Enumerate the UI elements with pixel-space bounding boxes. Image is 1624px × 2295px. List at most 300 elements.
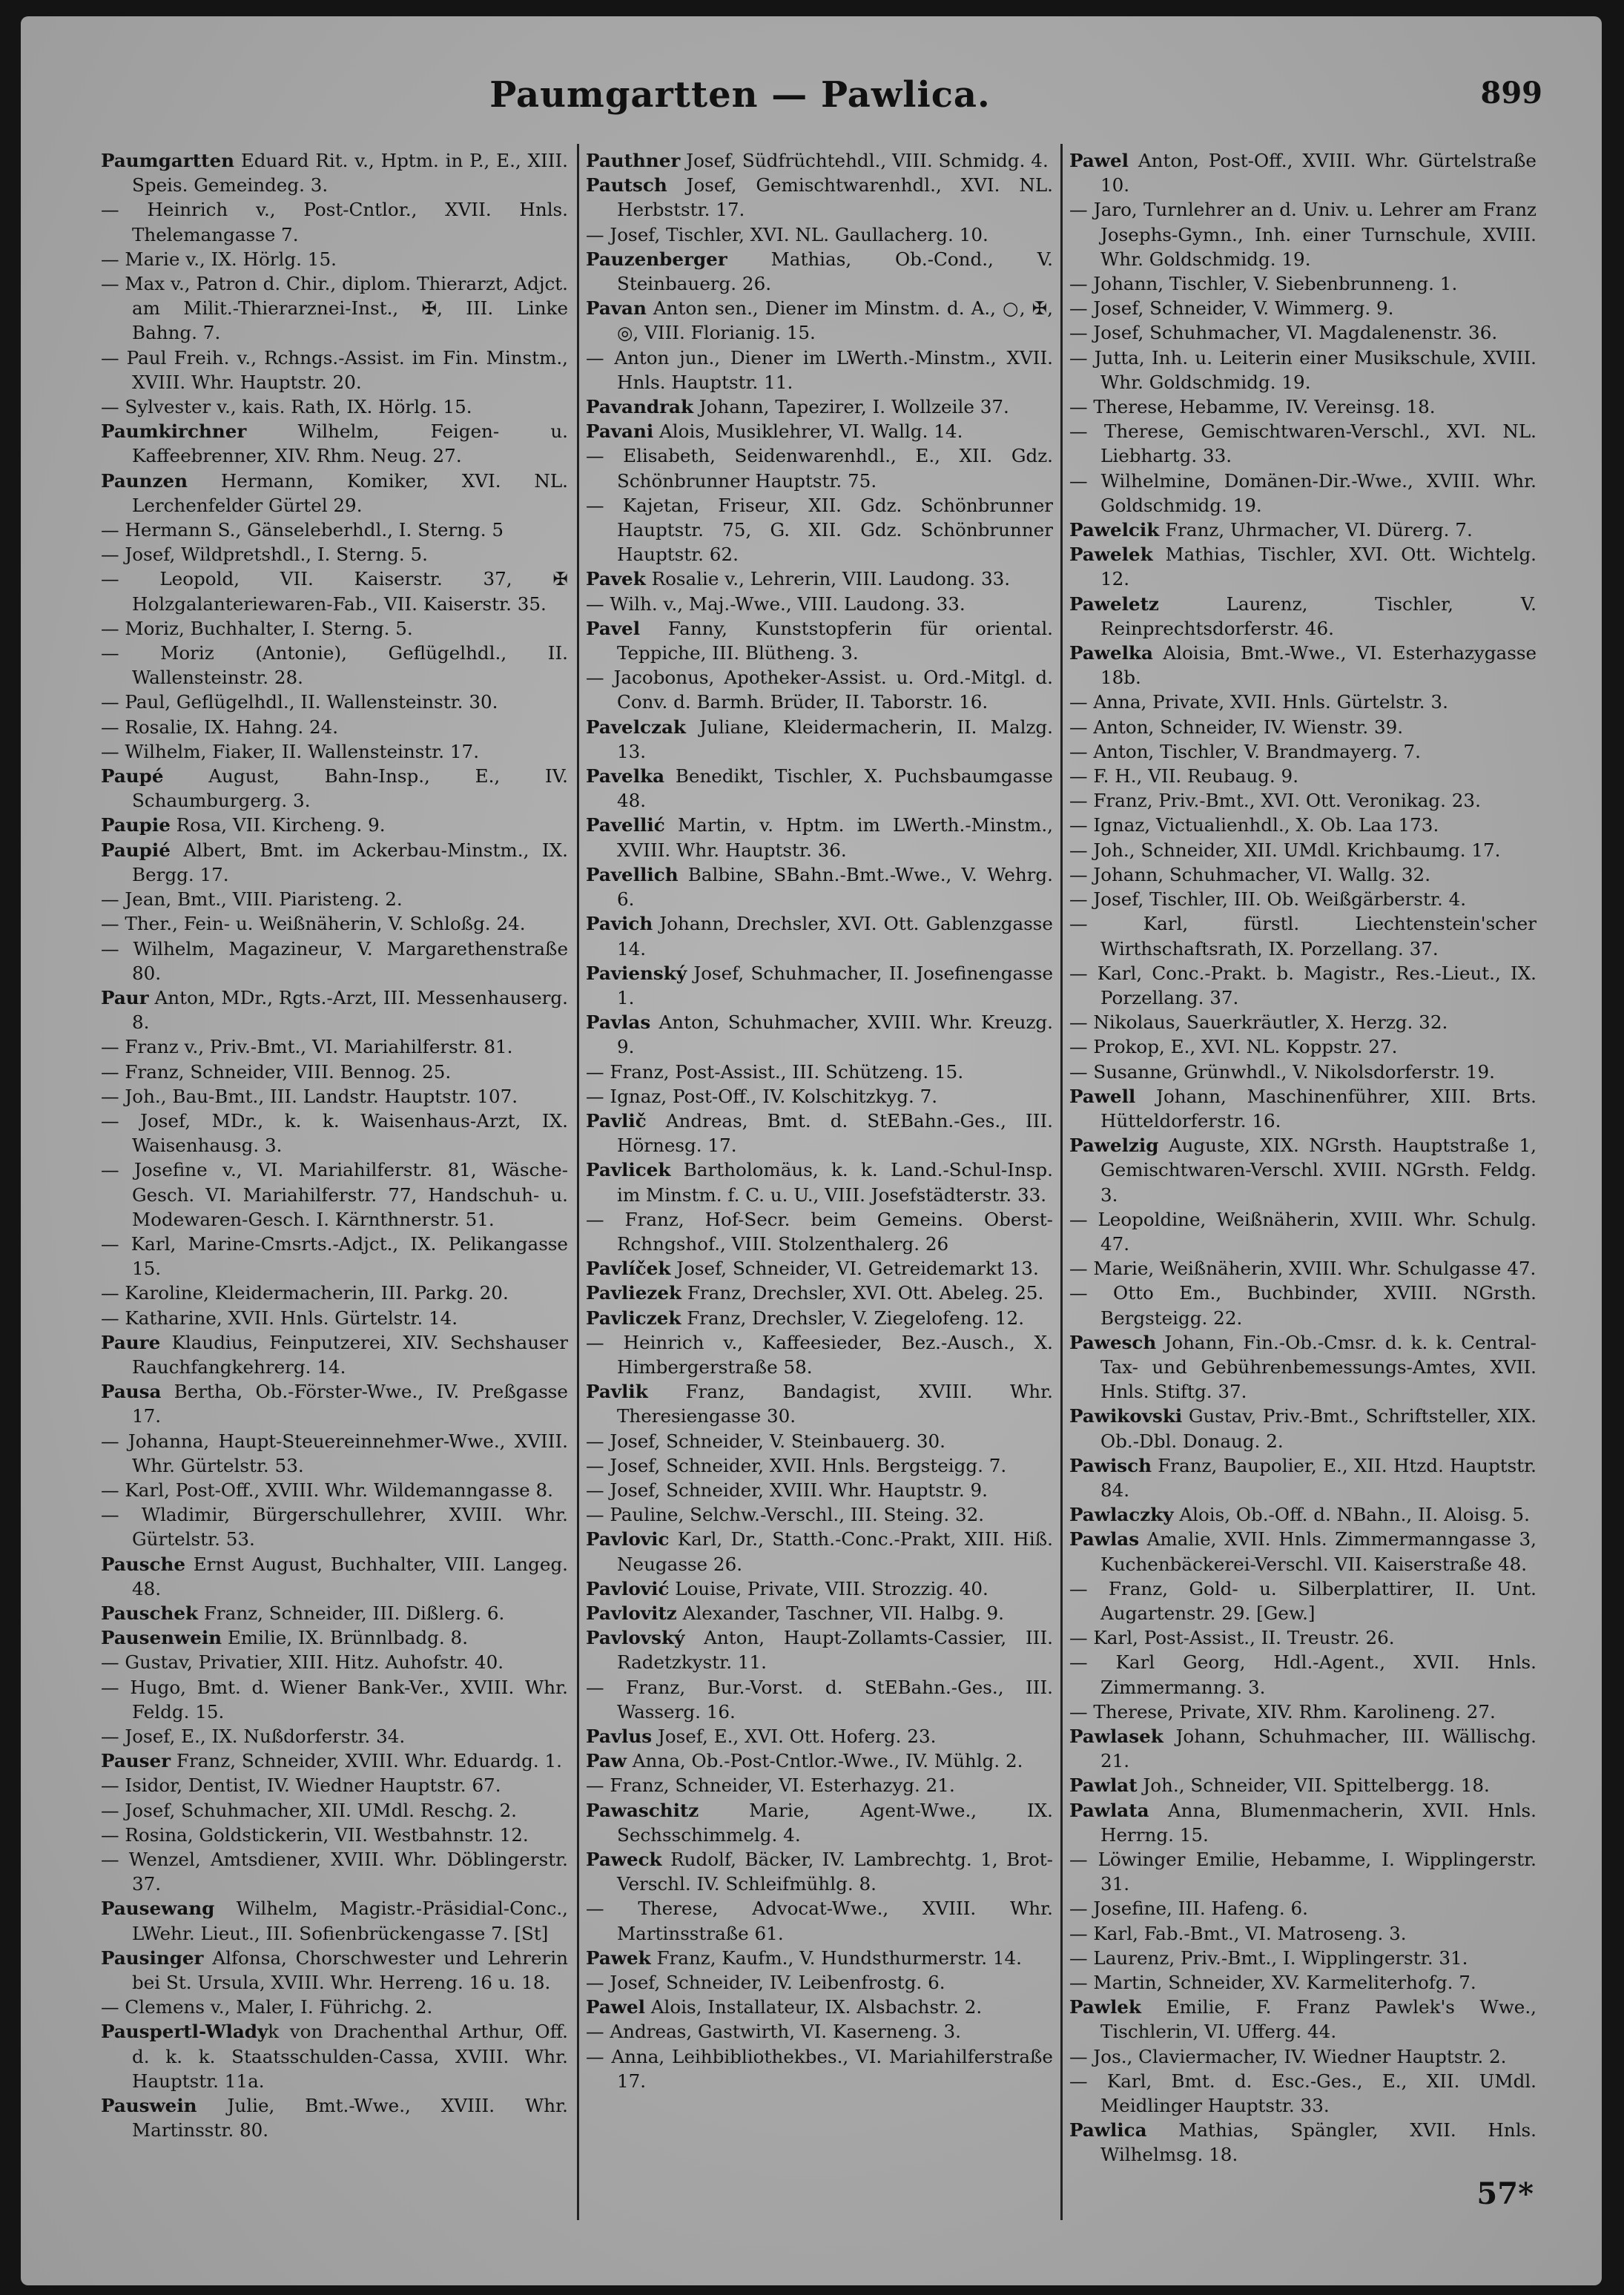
directory-entry [586,394,1053,419]
entry-details: — Andreas, Gastwirth, VI. Kaserneng. 3. [586,2021,961,2043]
directory-entry [101,616,568,641]
entry-surname: Pawek [586,1946,651,1969]
entry-surname: Pawelcik [1069,519,1160,541]
entry-details: — Rosina, Goldstickerin, VII. Westbahnstr. 12. [101,1823,529,1846]
directory-entry [1069,1060,1536,1084]
entry-surname: Pawell [1069,1085,1136,1107]
entry-details: — Jacobonus, Apotheker-Assist. u. Ord.-Mitgl. d. Conv. d. Barmh. Brüder, II. Taborstr. 16. [586,667,1053,713]
entry-details: — Wilhelm, Fiaker, II. Wallensteinstr. 17. [101,740,480,762]
entry-surname: Pauthner [586,150,681,171]
directory-entry [1069,788,1536,813]
directory-entry [101,1749,568,1773]
entry-surname: Pavan [586,297,647,320]
directory-entry [1069,271,1536,296]
directory-entry [1069,1896,1536,1921]
directory-entry [586,1306,1053,1330]
entry-details: Hermann, Komiker, XVI. NL. Lerchenfelder Gürtel 29. [132,469,568,516]
entry-details: Marie, Agent-Wwe., IX. Sechsschimmelg. 4. [617,1799,1053,1846]
entry-surname: Pautsch [586,174,667,197]
entry-details: — Gustav, Privatier, XIII. Hitz. Auhofstr. 40. [101,1651,504,1674]
entry-details: — Karl, Fab.-Bmt., VI. Matroseng. 3. [1069,1922,1407,1944]
entry-details: — Leopold, VII. Kaiserstr. 37, ✠ Holzgalanteriewaren-Fab., VII. Kaiserstr. 35. [101,568,568,615]
entry-details: Alois, Installateur, IX. Alsbachstr. 2. [644,1996,983,2018]
entry-surname: Pavliczek [586,1307,681,1329]
entry-details: — Josef, E., IX. Nußdorferstr. 34. [101,1726,406,1747]
entry-details: — Jutta, Inh. u. Leiterin einer Musikschule, XVIII. Whr. Goldschmidg. 19. [1069,346,1536,393]
directory-entry [586,222,1053,247]
entry-details: — Josef, Schneider, XVIII. Whr. Hauptstr. 9. [586,1479,988,1501]
directory-entry [586,1527,1053,1576]
directory-entry [101,419,568,468]
entry-surname: Pavich [586,913,653,935]
entry-details: — Franz, Gold- u. Silberplattirer, II. Unt. Augartenstr. 29. [Gew.] [1069,1577,1536,1624]
entry-surname: Pauswein [101,2095,197,2117]
entry-details: k von Drachenthal Arthur, Off. d. k. k. Staatsschulden-Cassa, XVIII. Whr. Hauptstr. 11a. [132,2021,568,2092]
entry-details: — Josef, Schneider, V. Steinbauerg. 30. [586,1430,945,1452]
directory-entry [101,1773,568,1797]
entry-surname: Pawelek [1069,544,1153,566]
entry-details: Franz, Drechsler, V. Ziegelofeng. 12. [681,1307,1025,1329]
directory-entry [586,665,1053,714]
directory-entry [101,247,568,271]
directory-entry [101,1330,568,1379]
directory-entry [586,911,1053,960]
entry-details: Emilie, IX. Brünnlbadg. 8. [222,1627,469,1649]
directory-entry [586,1502,1053,1527]
directory-entry [1069,887,1536,911]
directory-entry [1069,2118,1536,2165]
directory-entry [101,2019,568,2093]
directory-entry [101,1724,568,1749]
entry-surname: Pawlata [1069,1799,1149,1821]
entry-details: — Jaro, Turnlehrer an d. Univ. u. Lehrer am Franz Josephs-Gymn., Inh. einer Turnschule, XVIII. Whr. Goldschmidg. 19. [1069,199,1536,270]
entry-details: Anna, Ob.-Post-Cntlor.-Wwe., IV. Mühlg. 2. [626,1750,1023,1772]
entry-surname: Pavelka [586,765,665,787]
directory-entry [586,148,1053,173]
directory-entry [586,173,1053,222]
directory-entry [586,1773,1053,1797]
directory-entry [586,862,1053,911]
entry-details: Joh., Schneider, VII. Spittelbergg. 18. [1137,1774,1490,1797]
entry-details: — Wilhelmine, Domänen-Dir.-Wwe., XVIII. Whr. Goldschmidg. 19. [1069,469,1536,516]
entry-details: Rosalie v., Lehrerin, VIII. Laudong. 33. [645,568,1011,590]
entry-details: Josef, Südfrüchtehdl., VIII. Schmidg. 4. [680,150,1049,171]
entry-details: Aloisia, Bmt.-Wwe., VI. Esterhazygasse 18b. [1100,642,1536,689]
entry-surname: Paupié [101,839,171,861]
directory-entry [1069,1798,1536,1847]
directory-entry [101,1946,568,1995]
directory-entry [586,1429,1053,1453]
entry-details: Mathias, Tischler, XVI. Ott. Wichtelg. 12. [1100,544,1536,590]
directory-entry [101,985,568,1034]
directory-entry [101,813,568,837]
directory-entry [1069,1453,1536,1502]
entry-details: Franz, Schneider, III. Dißlerg. 6. [198,1602,505,1624]
directory-entry [101,1552,568,1601]
entry-details: — Martin, Schneider, XV. Karmeliterhofg. 7. [1069,1972,1476,1994]
entry-details: — Max v., Patron d. Chir., diplom. Thierarzt, Adjct. am Milit.-Thierarznei-Inst., ✠, III. Linke Bahng. 7. [101,273,568,344]
entry-details: — Wenzel, Amtsdiener, XVIII. Whr. Döblingerstr. 37. [101,1849,568,1895]
entry-surname: Pavlovský [586,1627,685,1649]
entry-details: — Therese, Advocat-Wwe., XVIII. Whr. Martinsstraße 61. [586,1898,1053,1944]
entry-surname: Pawisch [1069,1454,1152,1476]
entry-surname: Pawlat [1069,1774,1138,1797]
entry-details: Franz, Bandagist, XVIII. Whr. Theresiengasse 30. [617,1381,1053,1427]
directory-entry [586,1060,1053,1084]
directory-entry [586,1946,1053,1970]
directory-entry [1069,1133,1536,1207]
directory-entry [1069,1847,1536,1896]
entry-details: — Isidor, Dentist, IV. Wiedner Hauptstr. 67. [101,1774,501,1797]
page-number: 899 [1480,76,1542,110]
entry-surname: Pawel [586,1996,645,2018]
entry-surname: Paweck [586,1849,662,1871]
directory-entry [586,567,1053,591]
entry-details: Gustav, Priv.-Bmt., Schriftsteller, XIX. Ob.-Dbl. Donaug. 2. [1100,1405,1536,1452]
directory-entry [1069,394,1536,419]
directory-entry [1069,1625,1536,1650]
entry-details: — Therese, Hebamme, IV. Vereinsg. 18. [1069,396,1436,418]
entry-details: Anton, Schuhmacher, XVIII. Whr. Kreuzg. 9. [617,1011,1053,1058]
directory-entry [586,764,1053,813]
entry-details: — Anton, Schneider, IV. Wienstr. 39. [1069,716,1404,738]
entry-details: — Karl, Bmt. d. Esc.-Ges., E., XII. UMdl. Meidlinger Hauptstr. 33. [1069,2070,1536,2117]
directory-entry [1069,296,1536,320]
entry-details: — Johanna, Haupt-Steuereinnehmer-Wwe., XVIII. Whr. Gürtelstr. 53. [101,1430,568,1476]
directory-entry [1069,1404,1536,1453]
directory-entry [101,469,568,518]
entry-surname: Pawlica [1069,2119,1147,2142]
directory-entry [1069,911,1536,960]
directory-entry [586,1970,1053,1995]
entry-details: — Katharine, XVII. Hnls. Gürtelstr. 14. [101,1307,458,1329]
directory-entry [586,1109,1053,1158]
directory-entry [101,2093,568,2142]
directory-entry [1069,715,1536,739]
entry-details: — Ignaz, Victualienhdl., X. Ob. Laa 173. [1069,814,1439,836]
entry-details: — Joh., Schneider, XII. UMdl. Krichbaumg. 17. [1069,839,1501,861]
entry-details: — Josef, Schneider, V. Wimmerg. 9. [1069,297,1394,320]
entry-details: — Elisabeth, Seidenwarenhdl., E., XII. Gdz. Schönbrunner Hauptstr. 75. [586,445,1053,492]
directory-entry [586,1281,1053,1305]
directory-entry [586,1576,1053,1601]
directory-entry [101,937,568,985]
directory-entry [586,616,1053,665]
entry-details: Albert, Bmt. im Ackerbau-Minstm., IX. Bergg. 17. [132,839,568,885]
entry-details: Rudolf, Bäcker, IV. Lambrechtg. 1, Brot-Verschl. IV. Schleifmühlg. 8. [617,1849,1053,1895]
directory-entry [586,1625,1053,1674]
directory-entry [1069,1527,1536,1576]
directory-entry [586,296,1053,345]
entry-details: Laurenz, Tischler, V. Reinprechtsdorferstr. 46. [1100,592,1536,639]
directory-entry [101,542,568,567]
entry-details: — Ther., Fein- u. Weißnäherin, V. Schloßg. 24. [101,913,526,935]
entry-details: — Karl, Marine-Cmsrts.-Adjct., IX. Pelikangasse 15. [101,1232,568,1280]
directory-entry [586,1158,1053,1206]
entry-details: — Laurenz, Priv.-Bmt., I. Wipplingerstr. 31. [1069,1946,1468,1969]
directory-entry [1069,469,1536,518]
entry-surname: Pavani [586,420,654,443]
entry-details: Juliane, Kleidermacherin, II. Malzg. 13. [617,716,1053,762]
entry-details: — Josef, Schuhmacher, XII. UMdl. Reschg. 2. [101,1799,517,1821]
entry-surname: Pavlicek [586,1159,671,1181]
entry-details: Julie, Bmt.-Wwe., XVIII. Whr. Martinsstr. 80. [132,2095,568,2142]
entry-surname: Pawlasek [1069,1726,1163,1747]
directory-entry [101,1379,568,1428]
entry-surname: Pawel [1069,150,1129,171]
directory-entry [1069,1995,1536,2044]
entry-details: — F. H., VII. Reubaug. 9. [1069,765,1299,787]
directory-entry [586,1724,1053,1749]
entry-details: Johann, Maschinenführer, XIII. Brts. Hütteldorferstr. 16. [1100,1085,1536,1132]
column-2 [586,148,1053,2165]
directory-entry [101,1060,568,1084]
directory-page [21,16,1602,2285]
entry-surname: Pavlíček [586,1258,671,1280]
directory-entry [101,197,568,246]
entry-surname: Pausenwein [101,1627,222,1649]
entry-surname: Pavandrak [586,396,694,418]
directory-entry [1069,2069,1536,2118]
entry-details: — Sylvester v., kais. Rath, IX. Hörlg. 15. [101,396,472,418]
entry-details: Mathias, Spängler, XVII. Hnls. Wilhelmsg. 18. [1100,2119,1536,2165]
entry-details: Martin, v. Hptm. im LWerth.-Minstm., XVIII. Whr. Hauptstr. 36. [617,814,1053,861]
entry-details: Johann, Tapezirer, I. Wollzeile 37. [693,396,1009,418]
entry-details: Josef, Schuhmacher, II. Josefinengasse 1. [617,962,1053,1008]
entry-surname: Pavlik [586,1381,648,1403]
entry-details: Wilhelm, Magistr.-Präsidial-Conc., LWehr. Lieut., III. Sofienbrückengasse 7. [St] [132,1898,568,1944]
directory-entry [101,1478,568,1502]
directory-entry [586,346,1053,394]
entry-surname: Pavellić [586,814,665,836]
entry-details: Franz, Kaufm., V. Hundsthurmerstr. 14. [650,1946,1022,1969]
entry-details: — Josefine, III. Hafeng. 6. [1069,1898,1308,1920]
directory-entry [586,1478,1053,1502]
directory-entry [101,1995,568,2019]
entry-details: — Anton jun., Diener im LWerth.-Minstm., XVII. Hnls. Hauptstr. 11. [586,346,1053,393]
directory-entry [101,690,568,714]
directory-entry [586,715,1053,764]
entry-details: — Karoline, Kleidermacherin, III. Parkg. 20. [101,1282,509,1304]
entry-details: — Ignaz, Post-Off., IV. Kolschitzkyg. 7. [586,1085,938,1107]
directory-entry [1069,197,1536,271]
entry-surname: Paupie [101,814,171,836]
entry-surname: Pavliezek [586,1282,682,1304]
entry-details: — Marie, Weißnäherin, XVIII. Whr. Schulgasse 47. [1069,1258,1536,1280]
entry-surname: Pausinger [101,1946,204,1969]
entry-details: Emilie, F. Franz Pawlek's Wwe., Tischlerin, VI. Ufferg. 44. [1100,1996,1536,2043]
directory-entry [101,518,568,542]
entry-details: — Franz, Priv.-Bmt., XVI. Ott. Veronikag. 23. [1069,790,1481,812]
entry-surname: Pauschek [101,1602,199,1624]
entry-surname: Pauser [101,1750,171,1772]
directory-entry [1069,1724,1536,1773]
entry-surname: Paure [101,1331,161,1353]
directory-entry [1069,542,1536,591]
entry-details: Klaudius, Feinputzerei, XIV. Sechshauser Rauchfangkehrerg. 14. [132,1331,568,1378]
directory-entry [586,813,1053,862]
directory-entry [586,1207,1053,1256]
entry-details: Andreas, Bmt. d. StEBahn.-Ges., III. Hörnesg. 17. [617,1109,1053,1157]
entry-details: — Therese, Gemischtwaren-Verschl., XVI. NL. Liebhartg. 33. [1069,420,1536,467]
directory-entry [586,419,1053,443]
entry-details: Wilhelm, Feigen- u. Kaffeebrenner, XIV. Rhm. Neug. 27. [132,420,568,467]
entry-surname: Pavlovitz [586,1602,677,1624]
entry-details: Karl, Dr., Statth.-Conc.-Prakt, XIII. Hiß. Neugasse 26. [617,1528,1053,1575]
directory-entry [101,1306,568,1330]
entry-details: — Clemens v., Maler, I. Führichg. 2. [101,1996,433,2018]
entry-details: Alexander, Taschner, VII. Halbg. 9. [676,1602,1004,1624]
directory-entry [1069,320,1536,345]
directory-entry [586,1995,1053,2019]
entry-surname: Pavlič [586,1109,647,1132]
directory-entry [586,1896,1053,1945]
directory-entry [586,592,1053,616]
directory-entry [101,764,568,813]
entry-details: Bartholomäus, k. k. Land.-Schul-Insp. im Minstm. f. C. u. U., VIII. Josefstädterstr. 33. [617,1159,1053,1206]
directory-entry [1069,1010,1536,1034]
entry-surname: Pavel [586,617,641,639]
directory-entry [586,2019,1053,2044]
entry-details: — Nikolaus, Sauerkräutler, X. Herzg. 32. [1069,1011,1448,1034]
entry-details: — Joh., Bau-Bmt., III. Landstr. Hauptstr. 107. [101,1085,518,1107]
entry-surname: Pawaschitz [586,1799,699,1821]
entry-details: — Wilhelm, Magazineur, V. Margarethenstraße 80. [101,937,568,984]
entry-surname: Pavelczak [586,716,686,738]
directory-entry [586,443,1053,492]
entry-surname: Pawlas [1069,1528,1140,1551]
entry-details: Alfonsa, Chorschwester und Lehrerin bei St. Ursula, XVIII. Whr. Herreng. 16 u. 18. [132,1946,568,1994]
entry-details: — Johann, Tischler, V. Siebenbrunneng. 1. [1069,273,1458,295]
entry-details: — Susanne, Grünwhdl., V. Nikolsdorferstr. 19. [1069,1060,1495,1083]
directory-entry [1069,1576,1536,1625]
directory-entry [586,961,1053,1010]
directory-entry [586,2044,1053,2093]
entry-details: — Moriz (Antonie), Geflügelhdl., II. Wallensteinstr. 28. [101,642,568,689]
entry-details: — Franz, Bur.-Vorst. d. StEBahn.-Ges., III. Wasserg. 16. [586,1676,1053,1723]
directory-entry [101,1429,568,1478]
entry-details: — Leopoldine, Weißnäherin, XVIII. Whr. Schulg. 47. [1069,1208,1536,1255]
entry-details: Bertha, Ob.-Förster-Wwe., IV. Preßgasse 17. [132,1381,568,1427]
entry-details: Anton sen., Diener im Minstm. d. A., ○, ✠, ◎, VIII. Florianig. 15. [617,297,1053,344]
directory-entry [586,1330,1053,1379]
entry-details: — Anna, Leihbibliothekbes., VI. Mariahilferstraße 17. [586,2045,1053,2092]
entry-surname: Pausche [101,1553,185,1575]
directory-entry [1069,518,1536,542]
column-rule [577,144,579,2220]
entry-details: — Wilh. v., Maj.-Wwe., VIII. Laudong. 33. [586,592,966,615]
directory-entry [1069,1773,1536,1797]
entry-details: — Franz, Schneider, VI. Esterhazyg. 21. [586,1774,955,1797]
directory-entry [1069,2044,1536,2069]
entry-details: Alois, Ob.-Off. d. NBahn., II. Aloisg. 5. [1173,1504,1530,1526]
entry-surname: Pauzenberger [586,248,727,270]
entry-details: — Jos., Claviermacher, IV. Wiedner Hauptstr. 2. [1069,2045,1507,2067]
directory-entry [1069,690,1536,714]
entry-details: — Josefine v., VI. Mariahilferstr. 81, Wäsche-Gesch. VI. Mariahilferstr. 77, Handschuh- u. Modewaren-Gesch. I. Kärnthnerstr. 51. [101,1159,568,1230]
entry-details: Josef, E., XVI. Ott. Hoferg. 23. [652,1726,937,1747]
column-3 [1069,148,1536,2165]
directory-entry [101,1502,568,1551]
entry-surname: Pausewang [101,1898,215,1920]
directory-entry [1069,1034,1536,1059]
entry-details: Johann, Fin.-Ob.-Cmsr. d. k. k. Central-Tax- und Gebührenbemessungs-Amtes, XVII. Hnls. Stiftg. 37. [1100,1331,1536,1403]
directory-entry [101,641,568,690]
entry-details: — Anna, Private, XVII. Hnls. Gürtelstr. 3. [1069,691,1448,713]
entry-details: — Paul, Geflügelhdl., II. Wallensteinstr. 30. [101,691,498,713]
directory-entry [1069,1921,1536,1946]
entry-surname: Pavlović [586,1577,670,1599]
entry-details: — Josef, Wildpretshdl., I. Sterng. 5. [101,544,428,566]
directory-entry [101,346,568,394]
entry-details: Benedikt, Tischler, X. Puchsbaumgasse 48. [617,765,1053,812]
directory-entry [101,1847,568,1896]
directory-entry [101,1281,568,1305]
directory-entry [1069,346,1536,394]
directory-entry [101,1625,568,1650]
directory-entry [101,1109,568,1158]
directory-entry [101,1896,568,1945]
directory-entry [586,1675,1053,1724]
entry-details: — Johann, Schuhmacher, VI. Wallg. 32. [1069,863,1431,885]
directory-entry [101,271,568,346]
entry-details: Alois, Musiklehrer, VI. Wallg. 14. [653,420,963,443]
directory-entry [1069,592,1536,641]
entry-details: Mathias, Ob.-Cond., V. Steinbauerg. 26. [617,248,1053,295]
directory-entry [101,1798,568,1823]
entry-surname: Pavienský [586,962,687,984]
entry-details: — Jean, Bmt., VIII. Piaristeng. 2. [101,888,403,911]
entry-details: Rosa, VII. Kircheng. 9. [170,814,386,836]
entry-details: — Karl, Post-Off., XVIII. Whr. Wildemanngasse 8. [101,1479,553,1501]
entry-details: Ernst August, Buchhalter, VIII. Langeg. 48. [132,1553,568,1599]
directory-entry [1069,764,1536,788]
entry-details: — Franz, Hof-Secr. beim Gemeins. Oberst-Rchngshof., VIII. Stolzenthalerg. 26 [586,1208,1053,1255]
directory-entry [101,1650,568,1674]
entry-details: — Karl, Conc.-Prakt. b. Magistr., Res.-Lieut., IX. Porzellang. 37. [1069,962,1536,1008]
directory-entry [586,1379,1053,1428]
directory-entry [101,1232,568,1281]
directory-entry [101,1675,568,1724]
directory-entry [101,394,568,419]
entry-surname: Pawesch [1069,1331,1157,1353]
entry-details: Franz, Baupolier, E., XII. Htzd. Hauptstr. 84. [1100,1454,1536,1501]
directory-entry [1069,739,1536,764]
entry-surname: Paw [586,1750,627,1772]
directory-entry [586,1453,1053,1478]
directory-entry [101,148,568,197]
entry-details: Anton, MDr., Rgts.-Arzt, III. Messenhauserg. 8. [132,986,568,1034]
entry-details: — Karl Georg, Hdl.-Agent., XVII. Hnls. Zimmermanng. 3. [1069,1651,1536,1698]
column-1 [101,148,568,2165]
running-title: Paumgartten — Pawlica. [489,74,991,116]
entry-surname: Pavlovic [586,1528,670,1551]
directory-entry [101,911,568,936]
entry-details: — Josef, MDr., k. k. Waisenhaus-Arzt, IX. Waisenhausg. 3. [101,1109,568,1157]
directory-entry [1069,1084,1536,1133]
entry-details: Franz, Schneider, XVIII. Whr. Eduardg. 1. [171,1750,562,1772]
entry-details: — Prokop, E., XVI. NL. Koppstr. 27. [1069,1036,1398,1058]
entry-details: — Moriz, Buchhalter, I. Sterng. 5. [101,617,413,639]
directory-entry [1069,148,1536,197]
directory-entry [101,567,568,615]
entry-details: — Karl, Post-Assist., II. Treustr. 26. [1069,1627,1395,1649]
entry-surname: Paumkirchner [101,420,247,443]
entry-details: — Kajetan, Friseur, XII. Gdz. Schönbrunner Hauptstr. 75, G. XII. Gdz. Schönbrunner Hauptstr. 62. [586,494,1053,566]
directory-entry [586,1010,1053,1059]
entry-details: — Josef, Schneider, IV. Leibenfrostg. 6. [586,1972,945,1994]
entry-details: Louise, Private, VIII. Strozzig. 40. [669,1577,988,1599]
